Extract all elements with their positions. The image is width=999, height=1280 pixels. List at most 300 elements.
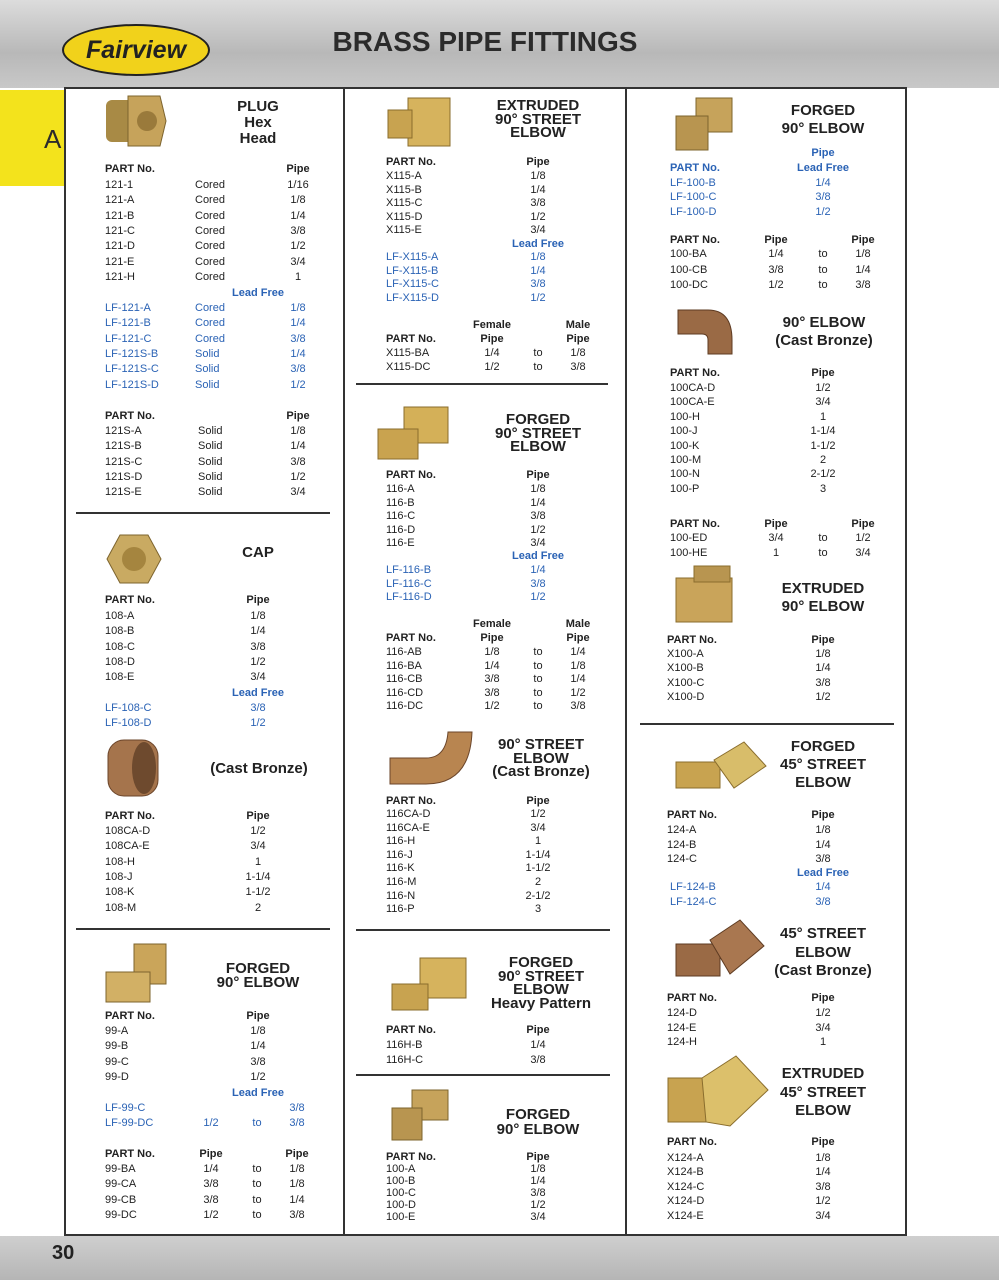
- section-title: [764, 314, 884, 350]
- pipe-size: 1/2: [530, 210, 546, 223]
- cap-cast-bronze-image: [104, 736, 162, 800]
- plug-hex-head-image: [104, 92, 168, 150]
- type: Solid: [198, 440, 223, 453]
- title-line: EXTRUDED: [781, 580, 865, 597]
- part-no-header: PART No.: [667, 1136, 717, 1148]
- pipe-from: 1/2: [203, 1117, 219, 1130]
- pipe-size: 3/4: [815, 1021, 831, 1034]
- part-no: LF-121-C: [105, 332, 152, 345]
- title-line: (Cast Bronze): [775, 332, 873, 349]
- pipe-header: Pipe: [246, 594, 270, 606]
- pipe-header: Pipe: [286, 410, 310, 422]
- part-no: 121S-E: [105, 486, 142, 499]
- table-row: [0, 292, 999, 306]
- pipe-size: 3/8: [530, 577, 546, 590]
- pipe-from: 1/2: [203, 1208, 219, 1221]
- part-no: X115-A: [386, 170, 422, 182]
- table-header: [0, 795, 999, 809]
- pipe-size: 1/2: [530, 523, 546, 536]
- pipe-size: 1/8: [250, 1025, 266, 1037]
- part-no: 99-DC: [105, 1208, 137, 1221]
- pipe-size: 3/8: [290, 332, 306, 345]
- pipe-size: 1: [254, 855, 262, 868]
- type: Cored: [195, 332, 225, 345]
- part-no: 100-M: [670, 454, 702, 466]
- part-no: X124-B: [667, 1166, 704, 1179]
- pipe-size: 1/2: [530, 1199, 546, 1211]
- table-row: [0, 248, 999, 262]
- table-header: [0, 518, 999, 532]
- part-no: X115-C: [386, 197, 423, 210]
- part-no: LF-121-B: [105, 317, 151, 330]
- table-header: [0, 162, 999, 176]
- part-no: X124-E: [667, 1209, 704, 1222]
- part-no: 99-CB: [105, 1193, 137, 1206]
- part-no: 116-DC: [386, 700, 424, 713]
- part-no: X124-D: [667, 1195, 705, 1208]
- table-row: [0, 648, 999, 662]
- title-line: 90° STREET: [494, 110, 582, 128]
- section-title: [764, 102, 882, 138]
- to: to: [818, 248, 828, 260]
- table-row: [0, 382, 999, 396]
- part-no: X124-C: [667, 1180, 705, 1193]
- type: Solid: [195, 378, 220, 391]
- part-no-header: PART No.: [105, 410, 155, 422]
- to: to: [818, 279, 828, 291]
- pipe-to: 1/8: [570, 659, 586, 672]
- lead-free-heading: Lead Free: [797, 162, 849, 174]
- pipe-header: Pipe: [285, 1148, 309, 1160]
- pipe-from: 3/8: [484, 673, 500, 686]
- title-line: (Cast Bronze): [492, 763, 590, 780]
- part-no: 100-C: [386, 1187, 416, 1199]
- pipe-header: Pipe: [811, 1136, 835, 1148]
- title-line: 90° STREET: [497, 967, 585, 985]
- page-number: 30: [52, 1242, 75, 1264]
- to: to: [533, 686, 543, 699]
- pipe-size: 1/8: [530, 170, 546, 182]
- part-no: X115-BA: [386, 347, 430, 359]
- table-row: [0, 1181, 999, 1195]
- pipe-size: 1/2: [290, 378, 306, 391]
- pipe-from: 3/8: [768, 263, 784, 276]
- part-no-header: PART No.: [670, 234, 720, 246]
- table-row: [0, 410, 999, 428]
- pipe-size: 3/8: [290, 455, 306, 468]
- pipe-size: 3/8: [530, 510, 546, 523]
- part-no: 121S-D: [105, 470, 143, 483]
- title-line: 90° ELBOW: [782, 314, 866, 331]
- part-no-header: PART No.: [386, 469, 436, 481]
- part-no-header: PART No.: [386, 333, 436, 345]
- table-row: [0, 279, 999, 293]
- title-line: 90° ELBOW: [216, 974, 300, 991]
- pipe-size: 1/8: [530, 483, 546, 495]
- pipe-size: 1/2: [530, 808, 546, 820]
- type: Cored: [195, 255, 225, 268]
- extruded-90-street-elbow-image: [386, 96, 452, 148]
- part-no-header: PART No.: [386, 795, 436, 807]
- part-no: 108CA-E: [105, 840, 150, 853]
- pipe-size: 1/8: [530, 251, 546, 263]
- part-no: X115-B: [386, 183, 422, 196]
- pipe-size: 2: [534, 876, 542, 888]
- title-line: Heavy Pattern: [490, 994, 592, 1012]
- part-no: 108CA-D: [105, 825, 151, 837]
- to: to: [533, 700, 543, 713]
- section-title: [200, 762, 318, 776]
- table-header: [0, 809, 999, 823]
- part-no: 116-H: [386, 835, 416, 848]
- table-header: [0, 618, 999, 632]
- table-row: [0, 440, 999, 454]
- to: to: [252, 1117, 262, 1130]
- title-line: FORGED: [508, 954, 574, 971]
- part-no: 116-A: [386, 483, 415, 495]
- section-title: [480, 738, 602, 779]
- pipe-size: 1/8: [290, 302, 306, 314]
- part-no: LF-99-DC: [105, 1117, 154, 1130]
- pipe-size: 3/8: [815, 895, 831, 908]
- pipe-size: 1-1/4: [525, 848, 551, 861]
- part-no: 116-D: [386, 523, 416, 536]
- part-no: 100-HE: [670, 546, 708, 559]
- part-no: LF-X115-A: [386, 251, 439, 263]
- pipe-to: 1/4: [289, 1193, 305, 1206]
- pipe-size: 2: [819, 454, 827, 466]
- part-no-header: PART No.: [386, 632, 436, 644]
- pipe-header: Pipe: [764, 518, 788, 530]
- pipe-size: 1-1/2: [810, 439, 836, 452]
- pipe-to: 3/8: [570, 360, 586, 373]
- to: to: [533, 673, 543, 686]
- pipe-size: 1/4: [530, 496, 546, 509]
- part-no-header: PART No.: [667, 992, 717, 1004]
- title-line: FORGED: [505, 411, 571, 428]
- table-row: [0, 821, 999, 838]
- title-line: (Cast Bronze): [774, 962, 872, 979]
- title-line: ELBOW: [510, 124, 566, 141]
- pipe-size: 1/2: [530, 291, 546, 304]
- title-line: FORGED: [790, 738, 856, 755]
- lead-free-heading: Lead Free: [797, 867, 849, 879]
- pipe-from: 3/8: [203, 1193, 219, 1206]
- pipe-header: Pipe: [566, 632, 590, 644]
- female-header: Female: [473, 319, 511, 331]
- section-tab: A: [0, 90, 64, 186]
- title-line: EXTRUDED: [781, 1065, 865, 1082]
- part-no-header: PART No.: [105, 163, 155, 175]
- pipe-header: Pipe: [526, 156, 550, 168]
- part-no: 116H-C: [386, 1053, 424, 1066]
- to: to: [252, 1163, 262, 1175]
- part-no: 100-CB: [670, 263, 708, 276]
- part-no: 124-D: [667, 1007, 697, 1019]
- pipe-header: Pipe: [764, 234, 788, 246]
- pipe-header: Pipe: [526, 1024, 550, 1036]
- section-title: [480, 1107, 596, 1137]
- table-row: [0, 497, 999, 511]
- pipe-size: 1/2: [530, 591, 546, 604]
- part-no: LF-121-A: [105, 302, 151, 314]
- pipe-from: 1: [772, 546, 780, 559]
- title-line: Head: [239, 130, 277, 147]
- pipe-from: 1/2: [484, 360, 500, 373]
- part-no: 116-BA: [386, 659, 422, 672]
- pipe-size: 3/8: [530, 1187, 546, 1199]
- part-no: 100-DC: [670, 279, 708, 291]
- part-no-header: PART No.: [670, 162, 720, 174]
- pipe-size: 1/2: [815, 690, 831, 703]
- pipe-size: 1/8: [250, 610, 266, 622]
- title-line: FORGED: [505, 1106, 571, 1123]
- pipe-size: 1/2: [815, 1007, 831, 1019]
- pipe-to: 1/4: [855, 263, 871, 276]
- part-no: X100-C: [667, 676, 705, 689]
- pipe-size: 1/2: [250, 1070, 266, 1083]
- title-line: 45° STREET: [779, 1083, 867, 1101]
- part-no: 116CA-D: [386, 808, 431, 820]
- part-no: 108-H: [105, 855, 135, 868]
- pipe-to: 1/8: [570, 347, 586, 359]
- 45-street-elbow-cast-bronze-image: [674, 916, 766, 982]
- pipe-to: 1/8: [289, 1178, 305, 1191]
- part-no: 108-M: [105, 901, 137, 914]
- table-header: [0, 147, 999, 161]
- pipe-size: 1/8: [815, 648, 831, 660]
- section-title: [764, 1065, 882, 1121]
- table-row: [0, 691, 999, 705]
- pipe-from: 3/8: [484, 686, 500, 699]
- pipe-header: Pipe: [526, 795, 550, 807]
- pipe-size: 1/4: [815, 662, 831, 675]
- table-row: [0, 1022, 999, 1036]
- pipe-size: 1/4: [250, 1040, 266, 1053]
- title-line: 90° STREET: [497, 736, 585, 753]
- pipe-to: 1/8: [855, 248, 871, 260]
- part-no-header: PART No.: [105, 594, 155, 606]
- table-header: [0, 367, 999, 381]
- to: to: [533, 347, 543, 359]
- part-no-header: PART No.: [667, 809, 717, 821]
- part-no: 124-A: [667, 824, 697, 836]
- part-no: 116CA-E: [386, 821, 430, 834]
- to: to: [252, 1208, 262, 1221]
- pipe-header: Pipe: [811, 367, 835, 379]
- part-no: LF-100-B: [670, 177, 716, 189]
- type: Solid: [198, 455, 223, 468]
- pipe-size: 3/4: [290, 486, 306, 499]
- part-no: 99-D: [105, 1070, 129, 1083]
- part-no-header: PART No.: [386, 1151, 436, 1163]
- pipe-header: Pipe: [526, 469, 550, 481]
- table-row: [0, 853, 999, 867]
- pipe-size: 3/8: [530, 278, 546, 291]
- pipe-size: 1/2: [250, 655, 266, 668]
- part-no: 116-J: [386, 848, 413, 861]
- part-no: 124-E: [667, 1021, 697, 1034]
- type: Solid: [195, 347, 220, 360]
- part-no: 100-P: [670, 482, 700, 495]
- pipe-size: 2-1/2: [525, 889, 551, 902]
- table-row: [0, 264, 999, 278]
- pipe-size: 3/4: [530, 821, 546, 834]
- part-no: LF-X115-D: [386, 291, 439, 304]
- table-header: [0, 1136, 999, 1150]
- pipe-from: 1/8: [484, 646, 500, 658]
- section-title: [480, 99, 596, 140]
- pipe-size: 1/4: [290, 347, 306, 360]
- table-header: [0, 234, 999, 248]
- title-line: ELBOW: [513, 981, 569, 998]
- part-no: 100CA-D: [670, 382, 716, 394]
- pipe-size: 1: [819, 410, 827, 423]
- pipe-size: 1/2: [815, 1195, 831, 1208]
- part-no: LF-100-C: [670, 191, 717, 204]
- title-line: (Cast Bronze): [210, 760, 308, 777]
- to: to: [818, 546, 828, 559]
- pipe-size: 3/4: [815, 1209, 831, 1222]
- part-no: 108-C: [105, 640, 135, 653]
- section-title: [208, 99, 308, 147]
- type: Cored: [195, 224, 225, 237]
- part-no: 121-1: [105, 179, 134, 191]
- pipe-header: Pipe: [811, 992, 835, 1004]
- pipe-size: 3/8: [250, 1055, 266, 1068]
- pipe-size: 1/4: [530, 1039, 546, 1051]
- part-no: 99-C: [105, 1055, 129, 1068]
- part-no: LF-124-B: [670, 881, 716, 893]
- part-no: LF-121S-D: [105, 378, 159, 391]
- part-no: 108-B: [105, 625, 135, 638]
- pipe-to: 1/2: [855, 532, 871, 544]
- pipe-from: 1/2: [484, 700, 500, 713]
- pipe-size: 3/8: [815, 1180, 831, 1193]
- pipe-header: Pipe: [199, 1148, 223, 1160]
- pipe-header: Pipe: [526, 1151, 550, 1163]
- pipe-to: 3/8: [289, 1102, 305, 1114]
- table-row: [0, 1195, 999, 1209]
- page-title: BRASS PIPE FITTINGS: [332, 26, 638, 57]
- table-row: [0, 1152, 999, 1166]
- pipe-size: 1/4: [250, 625, 266, 638]
- pipe-size: 1-1/4: [810, 425, 836, 438]
- pipe-from: 1/2: [768, 279, 784, 291]
- pipe-size: 3/8: [290, 224, 306, 237]
- pipe-size: 1/8: [290, 194, 306, 207]
- pipe-size: 1: [819, 1036, 827, 1048]
- type: Cored: [195, 209, 225, 222]
- part-no-header: PART No.: [670, 367, 720, 379]
- part-no: X100-D: [667, 690, 705, 703]
- pipe-size: 1/4: [530, 264, 546, 277]
- part-no: 116-P: [386, 903, 415, 916]
- pipe-size: 2-1/2: [810, 468, 836, 481]
- type: Cored: [195, 317, 225, 330]
- forged-45-street-elbow-image: [674, 740, 768, 792]
- fairview-logo: [62, 24, 210, 76]
- title-line: Hex: [244, 114, 272, 131]
- part-no: LF-X115-C: [386, 278, 439, 291]
- table-header: [0, 634, 999, 648]
- lead-free-heading: Lead Free: [512, 238, 564, 250]
- part-no: LF-116-B: [386, 564, 432, 576]
- pipe-from: 1/4: [484, 347, 500, 359]
- title-line: 45° STREET: [779, 756, 867, 773]
- to: to: [533, 659, 543, 672]
- pipe-size: 1/4: [530, 183, 546, 196]
- logo-text: Fairview: [85, 35, 187, 64]
- part-no: LF-124-C: [670, 895, 717, 908]
- pipe-header: Pipe: [566, 333, 590, 345]
- title-line: ELBOW: [795, 943, 851, 961]
- title-line: CAP: [242, 544, 274, 561]
- pipe-size: 3: [819, 482, 827, 495]
- part-no: LF-99-C: [105, 1102, 146, 1114]
- part-no: 100-K: [670, 439, 700, 452]
- pipe-size: 1/16: [287, 179, 309, 191]
- part-no: 99-A: [105, 1025, 129, 1037]
- pipe-size: 3/8: [250, 702, 266, 714]
- type: Cored: [195, 270, 225, 283]
- pipe-header: Pipe: [811, 147, 835, 159]
- part-no: 116-N: [386, 889, 416, 902]
- part-no: 99-BA: [105, 1163, 136, 1175]
- part-no: 124-H: [667, 1036, 697, 1048]
- type: Solid: [198, 425, 223, 437]
- table-row: [0, 881, 999, 895]
- type: Cored: [195, 302, 225, 314]
- pipe-size: 1/4: [290, 209, 306, 222]
- forged-90-elbow-image: [674, 96, 734, 154]
- section-divider: [356, 929, 610, 931]
- to: to: [252, 1193, 262, 1206]
- part-no: 121-D: [105, 240, 135, 253]
- pipe-size: 3: [534, 903, 542, 916]
- part-no: 108-J: [105, 870, 133, 883]
- pipe-from: 3/4: [768, 532, 784, 544]
- pipe-size: 1/4: [530, 564, 546, 576]
- table-row: [0, 483, 999, 497]
- pipe-size: 1/8: [290, 425, 306, 437]
- part-no: 108-A: [105, 610, 135, 622]
- title-line: EXTRUDED: [496, 97, 580, 114]
- title-line: ELBOW: [513, 749, 569, 767]
- pipe-size: 1/4: [815, 838, 831, 851]
- part-no-header: PART No.: [105, 810, 155, 822]
- to: to: [533, 646, 543, 658]
- part-no: X100-B: [667, 662, 704, 675]
- pipe-size: 1/2: [815, 382, 831, 394]
- pipe-size: 3/8: [815, 676, 831, 689]
- part-no: 99-B: [105, 1040, 129, 1053]
- pipe-size: 1/4: [815, 881, 831, 893]
- pipe-header: Pipe: [286, 163, 310, 175]
- pipe-size: 1/4: [815, 177, 831, 189]
- part-no-header: PART No.: [386, 156, 436, 168]
- section-title: [764, 925, 882, 981]
- section-title: [764, 580, 882, 616]
- pipe-size: 3/4: [290, 255, 306, 268]
- part-no-header: PART No.: [105, 1148, 155, 1160]
- part-no: 100-E: [386, 1211, 416, 1223]
- part-no: LF-108-C: [105, 702, 152, 714]
- pipe-size: 3/4: [530, 537, 546, 550]
- pipe-header: Pipe: [246, 810, 270, 822]
- pipe-size: 1/4: [290, 317, 306, 330]
- pipe-to: 1/8: [289, 1163, 305, 1175]
